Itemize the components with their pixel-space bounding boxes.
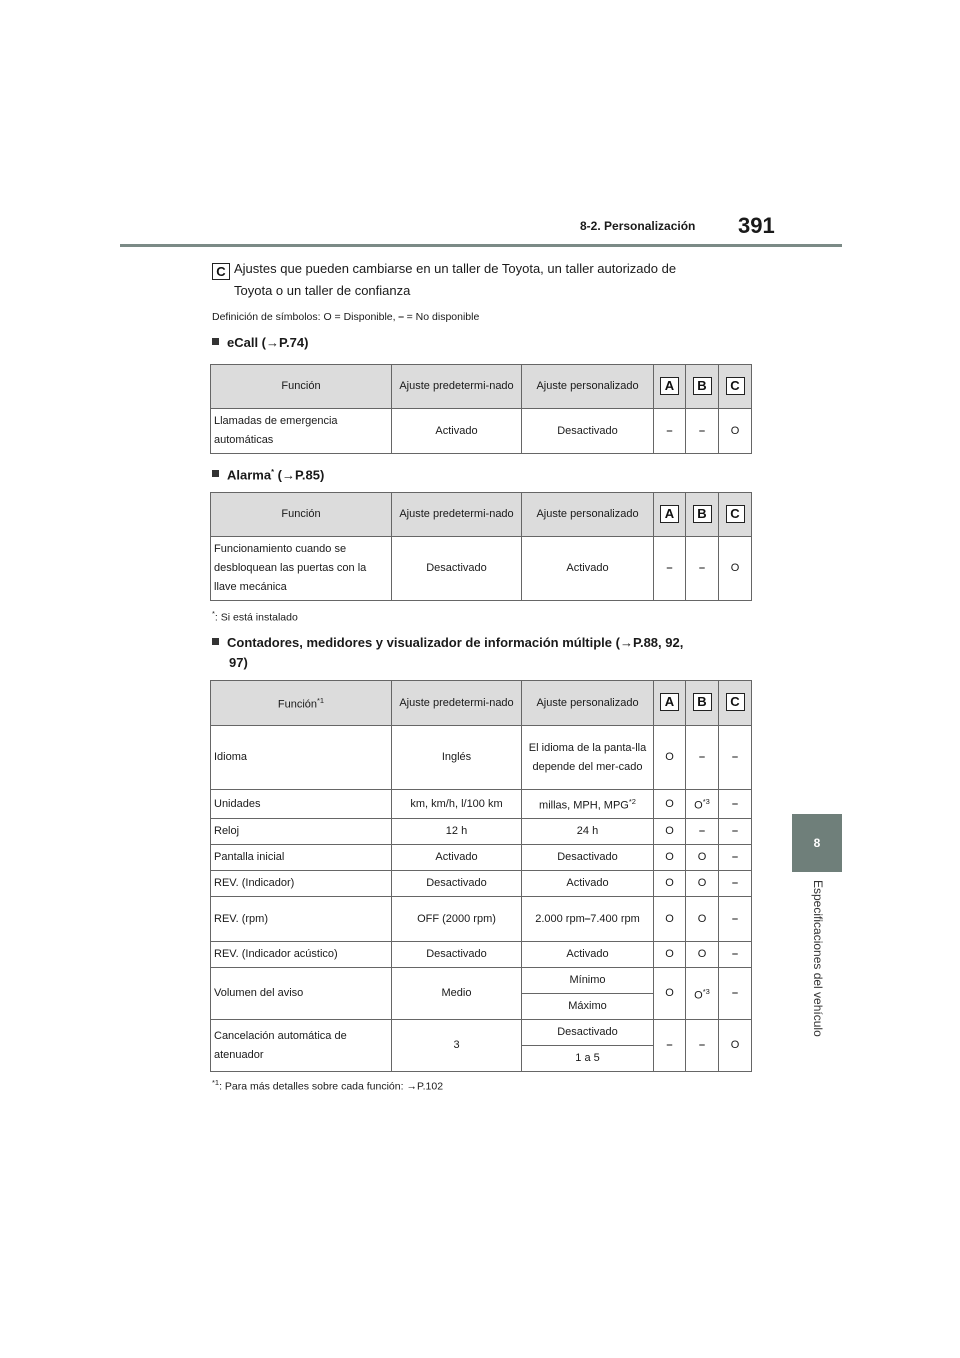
column-c-badge: C [726, 693, 745, 711]
cell-a: ⎯ [654, 409, 686, 454]
cell-custom: 2.000 rpm⎯7.400 rpm [522, 897, 654, 942]
cell-a: O [654, 845, 686, 871]
table-row [211, 537, 752, 601]
section-title: 8-2. Personalización [580, 219, 696, 233]
section-heading-alarma [212, 462, 324, 485]
chapter-side-label [770, 880, 866, 1070]
cell-b-text: O [694, 799, 703, 812]
col-b [686, 681, 719, 726]
cell-custom: El idioma de la panta-lla depende del mer-cado [522, 726, 654, 790]
cell-funcion: REV. (Indicador acústico) [211, 942, 392, 968]
cell-b [686, 968, 719, 1020]
cell-b-sup: *3 [702, 797, 710, 807]
cell-b: O [686, 942, 719, 968]
contadores-footnote [212, 1078, 443, 1093]
column-b-badge: B [693, 377, 712, 395]
contadores-title-line-1: Contadores, medidores y visualizador de información múltiple (→P.88, 92, [227, 635, 684, 650]
cell-default: Inglés [392, 726, 522, 790]
cell-c: ⎯ [719, 845, 752, 871]
alarma-title-rest: (→P.85) [274, 467, 325, 483]
chapter-title: Especificaciones del vehículo [811, 880, 825, 1037]
cell-default: 3 [392, 1020, 522, 1072]
cell-default: km, km/h, l/100 km [392, 790, 522, 819]
table-row [211, 871, 752, 897]
cell-default: 12 h [392, 819, 522, 845]
cell-funcion: Funcionamiento cuando se desbloquean las puertas con la llave mecánica [211, 537, 392, 601]
page-number: 391 [738, 213, 775, 238]
cell-custom-2: 1 a 5 [522, 1046, 654, 1072]
column-c-badge: C [726, 505, 745, 523]
col-custom: Ajuste personalizado [522, 365, 654, 409]
cell-b: ⎯ [686, 1020, 719, 1072]
cell-funcion: Llamadas de emergencia automáticas [211, 409, 392, 454]
col-c [719, 365, 752, 409]
footnote-text: : Para más detalles sobre cada función: →P.102 [219, 1080, 444, 1093]
table-header-row [211, 681, 752, 726]
cell-funcion: Volumen del aviso [211, 968, 392, 1020]
contadores-title-line-2: 97) [229, 655, 248, 670]
cell-a: O [654, 819, 686, 845]
intro-line-1: Ajustes que pueden cambiarse en un taller de Toyota, un taller autorizado de [234, 261, 677, 276]
cell-b: O [686, 845, 719, 871]
chapter-number: 8 [813, 836, 821, 850]
table-row [211, 409, 752, 454]
cell-c: ⎯ [719, 819, 752, 845]
table-row [211, 819, 752, 845]
table-row [211, 1020, 752, 1046]
intro-line-2: Toyota o un taller de confianza [234, 283, 411, 298]
col-default: Ajuste predetermi-nado [392, 681, 522, 726]
column-a-badge: A [660, 693, 679, 711]
col-funcion: Función [211, 365, 392, 409]
col-c [719, 681, 752, 726]
cell-funcion: Reloj [211, 819, 392, 845]
cell-custom: Activado [522, 871, 654, 897]
alarma-title-sup: * [271, 467, 274, 476]
column-a-badge: A [660, 377, 679, 395]
cell-c: O [719, 1020, 752, 1072]
cell-default: Desactivado [392, 942, 522, 968]
section-heading-ecall [212, 333, 308, 353]
footnote-mark: * [212, 609, 215, 618]
table-row [211, 845, 752, 871]
col-funcion-label: Función [277, 698, 318, 711]
col-funcion: Función [211, 493, 392, 537]
cell-c: ⎯ [719, 726, 752, 790]
col-default: Ajuste predetermi-nado [392, 493, 522, 537]
column-b-badge: B [693, 693, 712, 711]
cell-a: O [654, 968, 686, 1020]
cell-b: ⎯ [686, 409, 719, 454]
cell-default: Medio [392, 968, 522, 1020]
cell-custom-sup: *2 [628, 797, 636, 807]
section-heading-contadores [212, 633, 757, 673]
contadores-table [210, 680, 752, 1072]
footnote-text: : Si está instalado [214, 611, 298, 624]
cell-c: ⎯ [719, 790, 752, 819]
ecall-title: eCall (→P.74) [227, 335, 309, 350]
chapter-tab [792, 814, 842, 872]
col-funcion-sup: *1 [317, 696, 325, 706]
symbols-definition: Definición de símbolos: O = Disponible, ⎯ = No disponible [212, 311, 480, 323]
cell-funcion: REV. (rpm) [211, 897, 392, 942]
cell-funcion: Idioma [211, 726, 392, 790]
col-a [654, 365, 686, 409]
cell-funcion: Unidades [211, 790, 392, 819]
cell-default: Desactivado [392, 871, 522, 897]
table-row [211, 726, 752, 790]
alarma-footnote [212, 609, 298, 624]
cell-custom-text: millas, MPH, MPG [539, 799, 629, 812]
cell-b: O [686, 897, 719, 942]
cell-default: Desactivado [392, 537, 522, 601]
cell-c: ⎯ [719, 968, 752, 1020]
table-row [211, 790, 752, 819]
table-header-row [211, 493, 752, 537]
table-header-row [211, 365, 752, 409]
column-c-badge: C [212, 263, 230, 280]
cell-b-sup: *3 [702, 986, 710, 996]
cell-b: ⎯ [686, 819, 719, 845]
col-funcion [211, 681, 392, 726]
cell-b: ⎯ [686, 537, 719, 601]
cell-default: OFF (2000 rpm) [392, 897, 522, 942]
cell-a: O [654, 942, 686, 968]
cell-c: ⎯ [719, 942, 752, 968]
cell-c: O [719, 409, 752, 454]
square-bullet-icon [212, 470, 219, 477]
cell-b: ⎯ [686, 726, 719, 790]
cell-a: O [654, 897, 686, 942]
cell-funcion: Cancelación automática de atenuador [211, 1020, 392, 1072]
table-row [211, 942, 752, 968]
cell-custom: Activado [522, 942, 654, 968]
square-bullet-icon [212, 338, 219, 345]
table-row [211, 968, 752, 994]
cell-custom: Activado [522, 537, 654, 601]
cell-c: ⎯ [719, 897, 752, 942]
alarma-title: Alarma [227, 467, 272, 483]
cell-custom-2: Máximo [522, 994, 654, 1020]
col-a [654, 493, 686, 537]
cell-funcion: Pantalla inicial [211, 845, 392, 871]
cell-a: ⎯ [654, 1020, 686, 1072]
cell-a: O [654, 871, 686, 897]
col-custom: Ajuste personalizado [522, 493, 654, 537]
column-b-badge: B [693, 505, 712, 523]
column-c-badge: C [726, 377, 745, 395]
cell-a: O [654, 726, 686, 790]
col-c [719, 493, 752, 537]
cell-custom [522, 790, 654, 819]
cell-b-text: O [694, 989, 703, 1002]
cell-custom: Desactivado [522, 409, 654, 454]
cell-default: Activado [392, 845, 522, 871]
cell-custom: 24 h [522, 819, 654, 845]
cell-a: O [654, 790, 686, 819]
cell-funcion: REV. (Indicador) [211, 871, 392, 897]
cell-b: O [686, 871, 719, 897]
cell-b [686, 790, 719, 819]
ecall-table [210, 364, 752, 454]
cell-custom: Desactivado [522, 1020, 654, 1046]
col-b [686, 365, 719, 409]
table-row [211, 897, 752, 942]
cell-a: ⎯ [654, 537, 686, 601]
cell-custom: Desactivado [522, 845, 654, 871]
col-a [654, 681, 686, 726]
col-custom: Ajuste personalizado [522, 681, 654, 726]
footnote-mark: *1 [212, 1078, 220, 1087]
column-a-badge: A [660, 505, 679, 523]
col-default: Ajuste predetermi-nado [392, 365, 522, 409]
alarma-table [210, 492, 752, 601]
cell-default: Activado [392, 409, 522, 454]
cell-c: ⎯ [719, 871, 752, 897]
square-bullet-icon [212, 638, 219, 645]
cell-c: O [719, 537, 752, 601]
header-rule [120, 244, 842, 247]
cell-custom: Mínimo [522, 968, 654, 994]
col-b [686, 493, 719, 537]
intro-paragraph [212, 258, 752, 301]
